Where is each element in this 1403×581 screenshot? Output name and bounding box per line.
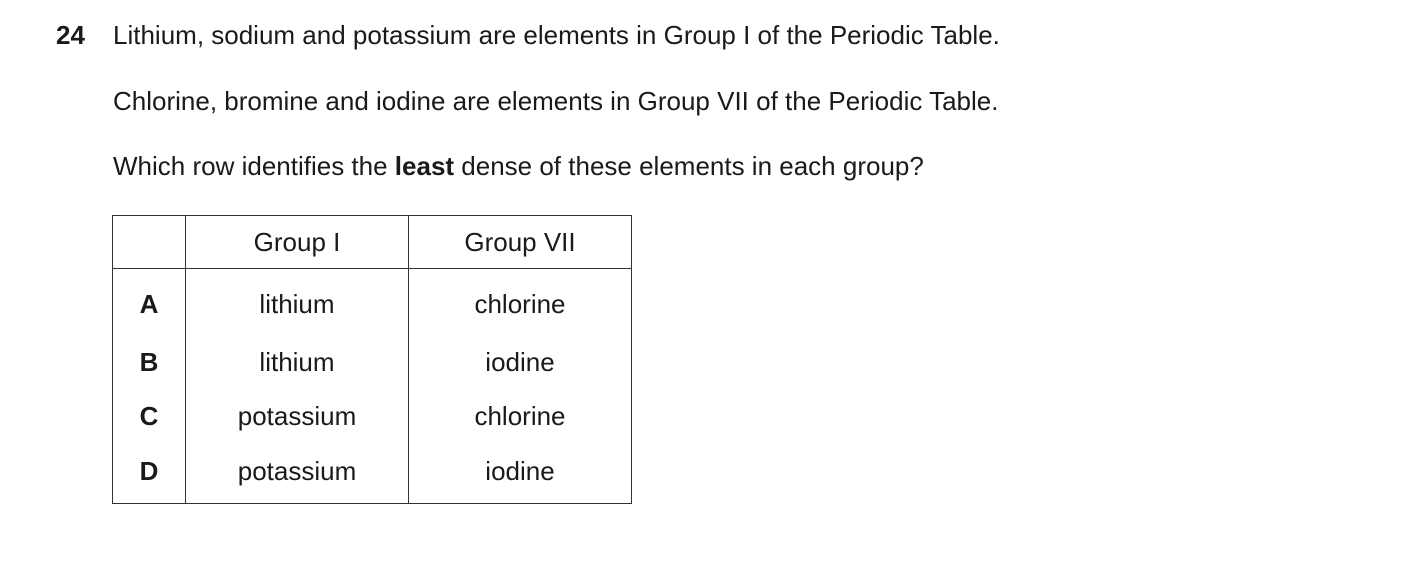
question-line-2: Chlorine, bromine and iodine are elements in Group VII of the Periodic Table. [113,86,999,116]
option-letter: B [113,335,186,389]
group-7-cell: iodine [409,335,632,389]
option-letter: D [113,443,186,504]
table-row [113,389,632,443]
header-cell-group-1: Group I [186,216,409,269]
group-1-cell: lithium [186,335,409,389]
table-row [113,335,632,389]
question-line-3-end: dense of these elements in each group? [454,151,924,181]
question-emphasis: least [394,151,455,181]
question-line-3-start: Which row identifies the [113,151,395,181]
table-row [113,443,632,504]
answer-table [112,215,632,504]
group-1-cell: potassium [186,389,409,443]
group-7-cell: iodine [409,443,632,504]
question-number: 24 [56,20,85,50]
header-cell-group-7: Group VII [409,216,632,269]
question-line-3 [113,150,924,182]
table-header-row [113,216,632,269]
header-cell-blank [113,216,186,269]
group-1-cell: potassium [186,443,409,504]
option-letter: C [113,389,186,443]
group-7-cell: chlorine [409,389,632,443]
group-7-cell: chlorine [409,269,632,336]
option-letter: A [113,269,186,336]
group-1-cell: lithium [186,269,409,336]
question-line-1: Lithium, sodium and potassium are elements in Group I of the Periodic Table. [113,20,1000,50]
table-row [113,269,632,336]
